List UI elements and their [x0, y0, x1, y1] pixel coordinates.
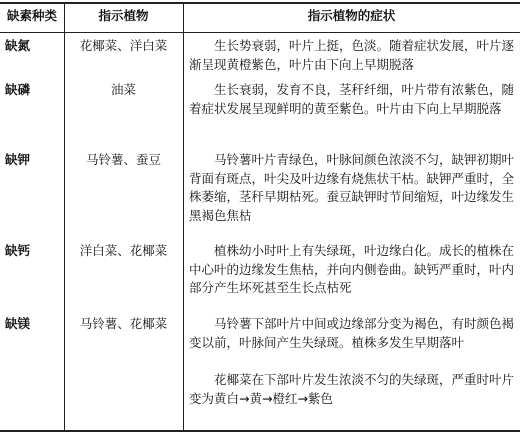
- deficiency-type: 缺氮: [5, 38, 31, 53]
- table-bottom-border: [0, 430, 520, 432]
- header-divider: [0, 32, 520, 33]
- indicator-plant: 洋白菜、花椰菜: [79, 243, 168, 258]
- indicator-plant: 花椰菜、洋白菜: [79, 38, 168, 53]
- deficiency-type: 缺镁: [5, 316, 31, 331]
- header-deficiency-type: 缺素种类: [6, 8, 57, 23]
- symptom-text: 花椰菜在下部叶片发生浓淡不匀的失绿斑，严重时叶片变为黄白→黄→橙红→紫色: [189, 372, 515, 406]
- indicator-plant: 马铃薯、蚕豆: [85, 152, 161, 167]
- column-divider: [183, 2, 184, 432]
- column-divider: [64, 2, 65, 432]
- symptom-text: 生长势衰弱，叶片上挺，色淡。随着症状发展，叶片逐渐呈现黄橙紫色，叶片由下向上早期脱落: [189, 38, 515, 72]
- indicator-plant: 油菜: [110, 82, 136, 97]
- deficiency-type: 缺磷: [5, 82, 31, 97]
- deficiency-type: 缺钾: [5, 152, 31, 167]
- header-indicator-plant: 指示植物: [98, 8, 149, 23]
- deficiency-type: 缺钙: [5, 243, 31, 258]
- indicator-plant: 马铃薯、花椰菜: [79, 316, 168, 331]
- table-top-border: [0, 2, 520, 4]
- symptom-text: 植株幼小时叶上有失绿斑，叶边缘白化。成长的植株在中心叶的边缘发生焦枯，并向内侧卷曲。缺钙严重时，叶内部分产生坏死甚至生长点枯死: [189, 243, 515, 296]
- header-symptoms: 指示植物的症状: [307, 8, 396, 23]
- symptom-text: 马铃薯叶片青绿色，叶脉间颜色浓淡不匀，缺钾初期叶背面有斑点，叶尖及叶边缘有烧焦状干枯。缺钾严重时，全株萎缩，茎秆早期枯死。蚕豆缺钾时节间缩短，叶边缘发生黑褐色焦枯: [189, 152, 515, 223]
- symptom-text: 马铃薯下部叶片中间或边缘部分变为褐色，有时颜色褐变以前，叶脉间产生失绿斑。植株多发生早期落叶: [189, 316, 515, 350]
- symptom-text: 生长衰弱，发育不良，茎秆纤细，叶片带有浓紫色，随着症状发展呈现鲜明的黄至紫色。叶片由下向上早期脱落: [189, 82, 515, 116]
